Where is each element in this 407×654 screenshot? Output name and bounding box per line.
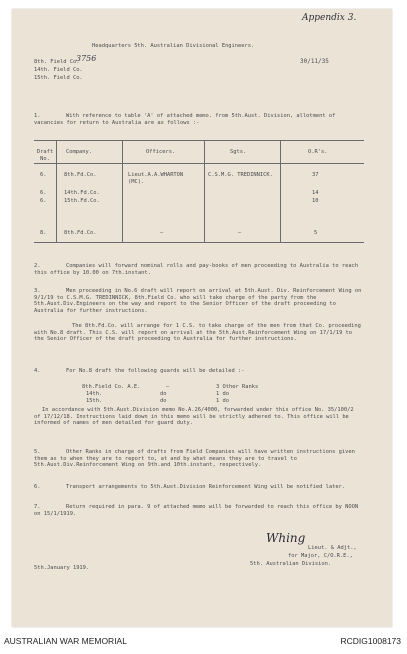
guard-unit: 15th.	[86, 398, 103, 404]
para6-text: Transport arrangements to 5th.Aust.Division Reinforcement Wing will be notified later.	[66, 484, 346, 490]
unit-15: 15th. Field Co.	[34, 75, 83, 81]
table-cell: –	[160, 230, 164, 236]
para2-text: Companies will forward nominal rolls and pay-books of men proceeding to Australia to reach this office by 10.00 on 7th.instant.	[34, 263, 359, 276]
para5-text: Other Ranks in charge of drafts from Field Companies will have written instructions given them as to when they are to report to, at and by what means they are to travel to 5th.Aust.Div.Reinforcement Wing on 9th.and 10th.instant, respectively.	[34, 449, 355, 469]
footer-institution: AUSTRALIAN WAR MEMORIAL	[4, 636, 127, 646]
para3-text2: The 8th.Fd.Co. will arrange for 1 C.S. to take charge of the men from that Co. proceeding with No.8 draft. This C.S. will report on arrival at the 5th.Aust.Reinforcement Wing on 17/1/19 to the Senior Officer of the draft proceeding to Australia for further instructions.	[34, 323, 361, 343]
signature-line3: 5th. Australian Division.	[250, 561, 332, 567]
para5-num: 5.	[34, 449, 41, 455]
table-col-rule	[280, 140, 281, 242]
table-cell: 6.	[40, 190, 47, 196]
unit-8: 8th. Field Co.	[34, 59, 80, 65]
table-top-rule	[34, 140, 364, 141]
para7-num: 7.	[34, 504, 41, 510]
guard-count: 3 Other Ranks	[216, 384, 259, 390]
table-header-officers: Officers.	[146, 149, 176, 155]
document-page	[12, 9, 392, 627]
guard-dash: do	[160, 398, 167, 404]
table-header-draft: Draft No.	[36, 149, 54, 162]
para4-after: In accordance with 5th.Aust.Division memo No.A.26/4000, forwarded under this office No. 35/100/2 of 17/12/18. Instructions laid down in this memo will be strictly adhered to. This office will be informed of names of men detailed for guard duty.	[34, 407, 354, 427]
table-col-rule	[122, 140, 123, 242]
guard-count: 1 do	[216, 391, 229, 397]
para3-num: 3.	[34, 288, 41, 294]
guard-dash: do	[160, 391, 167, 397]
signature: Whing	[266, 531, 306, 545]
header-ref: 30/11/35	[300, 58, 329, 65]
footer-id: RCDIG1008173	[340, 636, 401, 646]
guard-unit: 14th.	[86, 391, 103, 397]
table-cell: 8th.Fd.Co.	[64, 172, 97, 178]
table-cell: 5	[314, 230, 318, 236]
table-cell: 14	[312, 190, 319, 196]
table-cell: Lieut.A.A.WHARTON (MC).	[128, 172, 184, 185]
table-header-ors: O.R's.	[308, 149, 328, 155]
unit-14: 14th. Field Co.	[34, 67, 83, 73]
para4-num: 4.	[34, 368, 41, 374]
table-cell: –	[238, 230, 242, 236]
para6-num: 6.	[34, 484, 41, 490]
table-bottom-rule	[34, 242, 364, 243]
table-cell: 37	[312, 172, 319, 178]
guard-unit: 8th.Field Co. A.E.	[82, 384, 141, 390]
table-header-company: Company.	[66, 149, 92, 155]
table-col-rule	[204, 140, 205, 242]
appendix-annotation: Appendix 3.	[302, 13, 357, 23]
table-cell: 10	[312, 198, 319, 204]
guard-dash: –	[166, 384, 170, 390]
para3-text: Men proceeding in No.6 draft will report on arrival at 5th.Aust. Div. Reinforcement Wing on 9/1/19 to C.S.M.G. TREDINNICK, 8th.Field Co. who will take charge of the party from the 5th.Aust.Div.Engineers on the way and report to the Senior Officer of the draft proceeding to Australia for further instructions.	[34, 288, 362, 314]
para2-num: 2.	[34, 263, 41, 269]
handwritten-number: 3756	[76, 54, 97, 63]
para4-intro: For No.8 draft the following guards will be detailed :-	[66, 368, 245, 374]
table-cell: 14th.Fd.Co.	[64, 190, 100, 196]
table-cell: 8.	[40, 230, 47, 236]
para1-text: With reference to table 'A' of attached memo. from 5th.Aust. Division, allotment of vacancies for return to Australia are as follows :-	[34, 113, 336, 126]
table-header-sgts: Sgts.	[230, 149, 247, 155]
table-head-rule	[34, 163, 364, 164]
table-cell: 8th.Fd.Co.	[64, 230, 97, 236]
signature-line2: for Major, C/O.R.E.,	[288, 553, 353, 559]
table-cell: 6.	[40, 172, 47, 178]
table-cell: C.S.M.G. TREDINNICK.	[208, 172, 273, 178]
guard-count: 1 do	[216, 398, 229, 404]
table-cell: 15th.Fd.Co.	[64, 198, 100, 204]
table-col-rule	[56, 140, 57, 242]
para7-text: Return required in para. 9 of attached memo will be forwarded to reach this office by NOON on 15/1/1919.	[34, 504, 359, 517]
para1-num: 1.	[34, 113, 41, 119]
table-cell: 6.	[40, 198, 47, 204]
document-date: 5th.January 1919.	[34, 565, 90, 571]
header-title: Headquarters 5th. Australian Divisional Engineers.	[92, 43, 255, 49]
signature-line1: Lieut. & Adjt.,	[308, 545, 357, 551]
